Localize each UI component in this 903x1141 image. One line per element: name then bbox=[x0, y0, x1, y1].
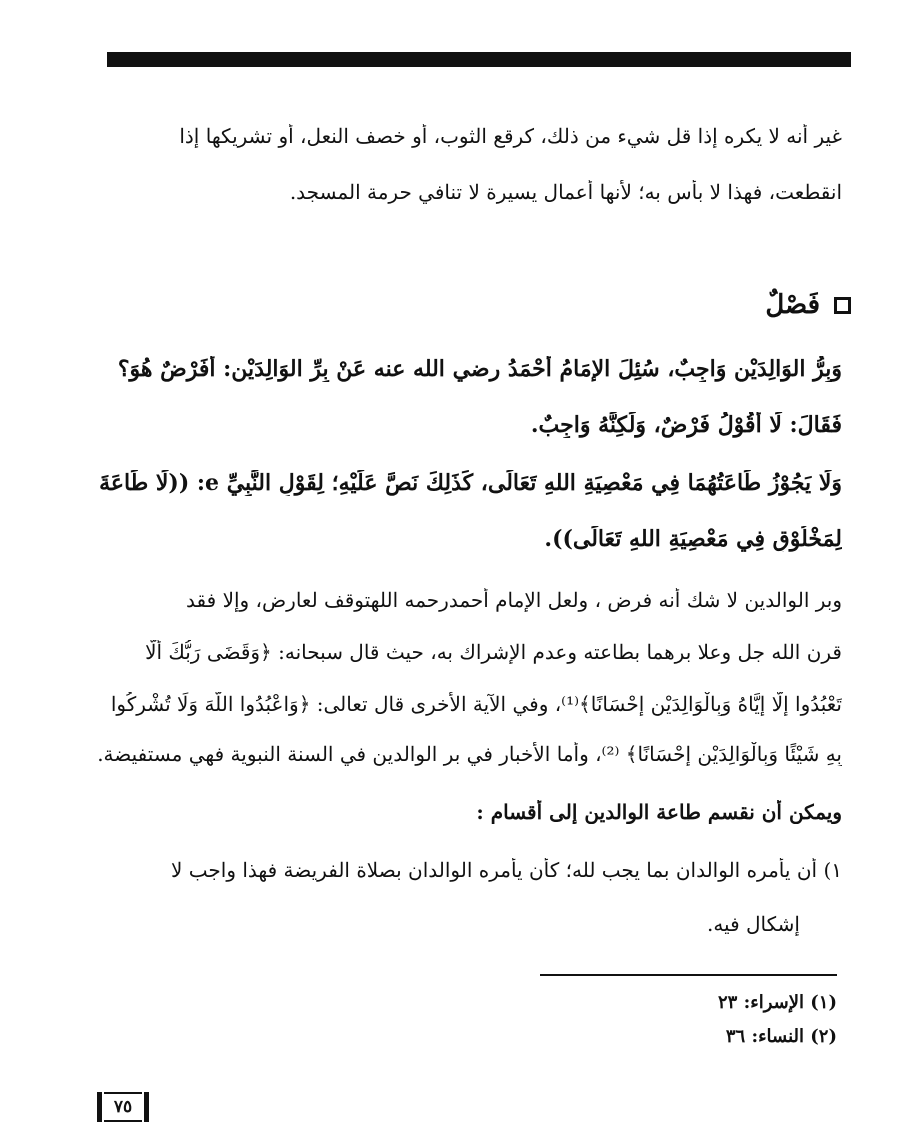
commentary-line-3: تَعْبُدُوا إِلَّا إِيَّاهُ وَبِالْوَالِدَيْنِ إِحْسَانًا﴾⁽¹⁾، وفي الآية الأخرى قال تعالى: ﴿وَاعْبُدُوا اللَّهَ وَلَا تُشْرِكُوا bbox=[110, 692, 842, 716]
list-item-1-line-1 bbox=[96, 858, 842, 882]
page-number: ٧٥ bbox=[104, 1092, 142, 1122]
intro-line-1: غير أنه لا يكره إذا قل شيء من ذلك، كرقع الثوب، أو خصف النعل، أو تشريكها إذا bbox=[179, 124, 842, 148]
bold-paragraph-2-line-1: وَلَا يَجُوْزُ طَاعَتُهُمَا فِي مَعْصِيَةِ اللهِ تَعَالَى، كَذَلِكَ نَصَّ عَلَيْهِ؛ لِقَوْلِ النَّبِيِّ e: ((لَا طَاعَةَ bbox=[99, 470, 842, 496]
commentary-line-1: وبر الوالدين لا شك أنه فرض ، ولعل الإمام أحمدرحمه اللهتوقف لعارض، وإلا فقد bbox=[186, 588, 842, 612]
footnote-rule bbox=[540, 974, 837, 976]
bold-paragraph-1-line-1: وَبِرُّ الوَالِدَيْنِ وَاجِبٌ، سُئِلَ الإِمَامُ أَحْمَدُ رضي الله عنه عَنْ بِرِّ الوَالِدَيْنِ: أَفَرْضٌ هُوَ؟ bbox=[117, 356, 842, 382]
section-heading bbox=[765, 290, 851, 320]
section-heading-text: فَصْلٌ bbox=[765, 290, 820, 320]
page-number-left-bar bbox=[97, 1092, 102, 1122]
page-number-badge bbox=[97, 1092, 149, 1122]
commentary-line-4: بِهِ شَيْئًا وَبِالْوَالِدَيْنِ إِحْسَانًا﴾ ⁽²⁾، وأما الأخبار في بر الوالدين في السنة النبوية فهي مستفيضة. bbox=[97, 742, 842, 766]
footnote-1: (١) الإسراء: ٢٣ bbox=[718, 992, 837, 1013]
intro-line-2: انقطعت، فهذا لا بأس به؛ لأنها أعمال يسيرة لا تنافي حرمة المسجد. bbox=[289, 180, 842, 204]
square-bullet-icon bbox=[834, 297, 851, 314]
division-intro: ويمكن أن نقسم طاعة الوالدين إلى أقسام : bbox=[476, 800, 842, 824]
bold-paragraph-1-line-2: فَقَالَ: لَا أَقُوْلُ فَرْضٌ، وَلَكِنَّهُ وَاجِبٌ. bbox=[530, 412, 842, 438]
list-item-1-text: أن يأمره الوالدان بما يجب لله؛ كأن يأمره الوالدان بصلاة الفريضة فهذا واجب لا bbox=[171, 858, 818, 882]
list-item-1-number: ١) bbox=[823, 858, 842, 882]
footnote-2: (٢) النساء: ٣٦ bbox=[725, 1026, 837, 1047]
page-number-right-bar bbox=[144, 1092, 149, 1122]
bold-paragraph-2-line-2: لِمَخْلُوْقٍ فِي مَعْصِيَةِ اللهِ تَعَالَى)). bbox=[544, 526, 842, 552]
list-item-1-line-2: إشكال فيه. bbox=[706, 912, 800, 936]
commentary-line-2: قرن الله جل وعلا برهما بطاعته وعدم الإشراك به، حيث قال سبحانه: ﴿وَقَضَى رَبُّكَ أَلَّا bbox=[145, 640, 842, 664]
top-rule bbox=[107, 52, 851, 67]
